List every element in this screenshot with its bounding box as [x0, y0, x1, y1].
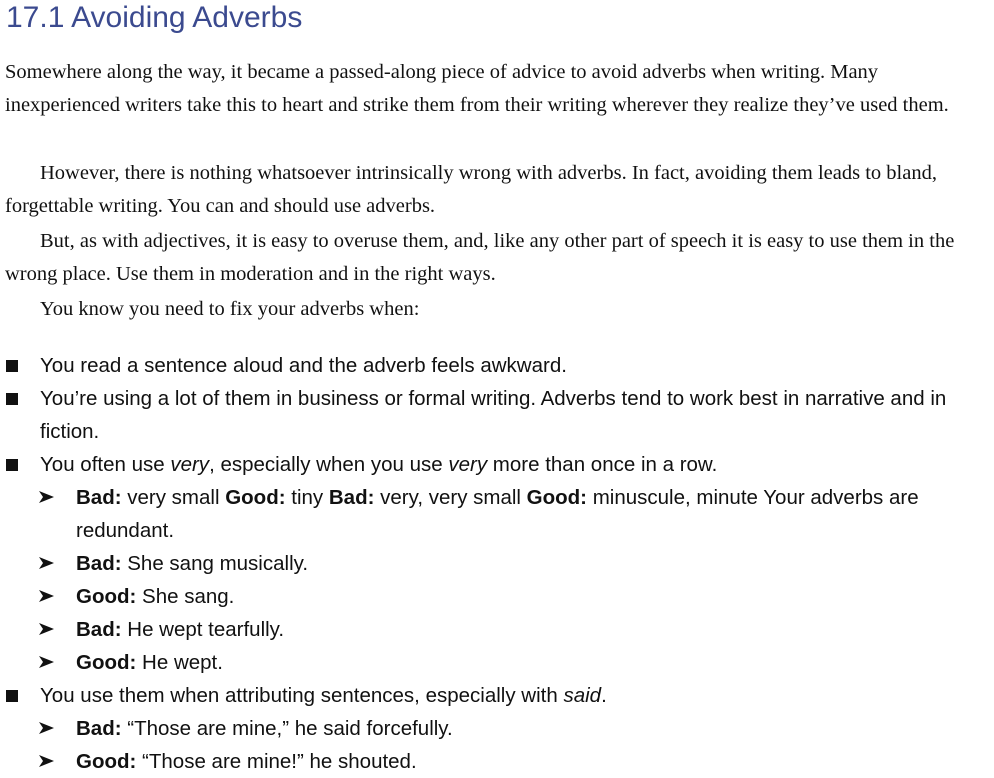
- arrow-bullet-icon: [37, 556, 55, 570]
- sublist-item: [40, 613, 994, 646]
- list-item-text: You often use very, especially when you use very more than once in a row.: [40, 453, 718, 476]
- arrow-bullet-icon: [37, 622, 55, 636]
- sublist-item: [40, 745, 994, 778]
- sublist-item-text: Good: He wept.: [76, 651, 223, 674]
- sublist-item: [40, 712, 994, 745]
- paragraph-2: However, there is nothing whatsoever intrinsically wrong with adverbs. In fact, avoiding them leads to bland, forgettable writing. You can and should use adverbs.: [5, 162, 937, 217]
- section-heading: 17.1 Avoiding Adverbs: [6, 1, 303, 34]
- arrow-bullet-icon: [37, 490, 55, 504]
- list-item-text: You use them when attributing sentences, especially with said.: [40, 684, 607, 707]
- sublist-item-text: Bad: He wept tearfully.: [76, 618, 285, 641]
- sublist-item-text: Good: “Those are mine!” he shouted.: [76, 750, 417, 773]
- arrow-bullet-icon: [37, 589, 55, 603]
- list-item-text: You’re using a lot of them in business or formal writing. Adverbs tend to work best in narrative and in fiction.: [40, 387, 947, 443]
- list-item: [0, 679, 994, 778]
- arrow-bullet-icon: [37, 721, 55, 735]
- sublist-item-text: Bad: She sang musically.: [76, 552, 309, 575]
- sublist-item-text: Good: She sang.: [76, 585, 235, 608]
- square-bullet-icon: [6, 360, 18, 372]
- sublist-item: [40, 646, 994, 679]
- example-sublist: [40, 712, 994, 778]
- square-bullet-icon: [6, 459, 18, 471]
- sublist-item: [40, 547, 994, 580]
- adverb-signs-list: [0, 349, 994, 778]
- arrow-bullet-icon: [37, 754, 55, 768]
- list-item: [0, 448, 994, 679]
- paragraph-3: But, as with adjectives, it is easy to overuse them, and, like any other part of speech it is easy to use them in the wrong place. Use them in moderation and in the right ways.: [5, 230, 955, 285]
- sublist-item: [40, 580, 994, 613]
- square-bullet-icon: [6, 393, 18, 405]
- example-sublist: [40, 481, 994, 679]
- square-bullet-icon: [6, 690, 18, 702]
- sublist-item-text: Bad: very small Good: tiny Bad: very, very small Good: minuscule, minute Your adverbs are redundant.: [76, 486, 919, 542]
- list-item-text: You read a sentence aloud and the adverb feels awkward.: [40, 354, 567, 377]
- paragraph-1: Somewhere along the way, it became a passed-along piece of advice to avoid adverbs when writing. Many inexperienced writers take this to heart and strike them from their writing wherever they realize they’ve used them.: [5, 61, 949, 116]
- list-item: [0, 349, 994, 382]
- paragraph-lead: You know you need to fix your adverbs when:: [40, 298, 420, 320]
- arrow-bullet-icon: [37, 655, 55, 669]
- sublist-item: [40, 481, 994, 547]
- sublist-item-text: Bad: “Those are mine,” he said forcefully.: [76, 717, 453, 740]
- list-item: [0, 382, 994, 448]
